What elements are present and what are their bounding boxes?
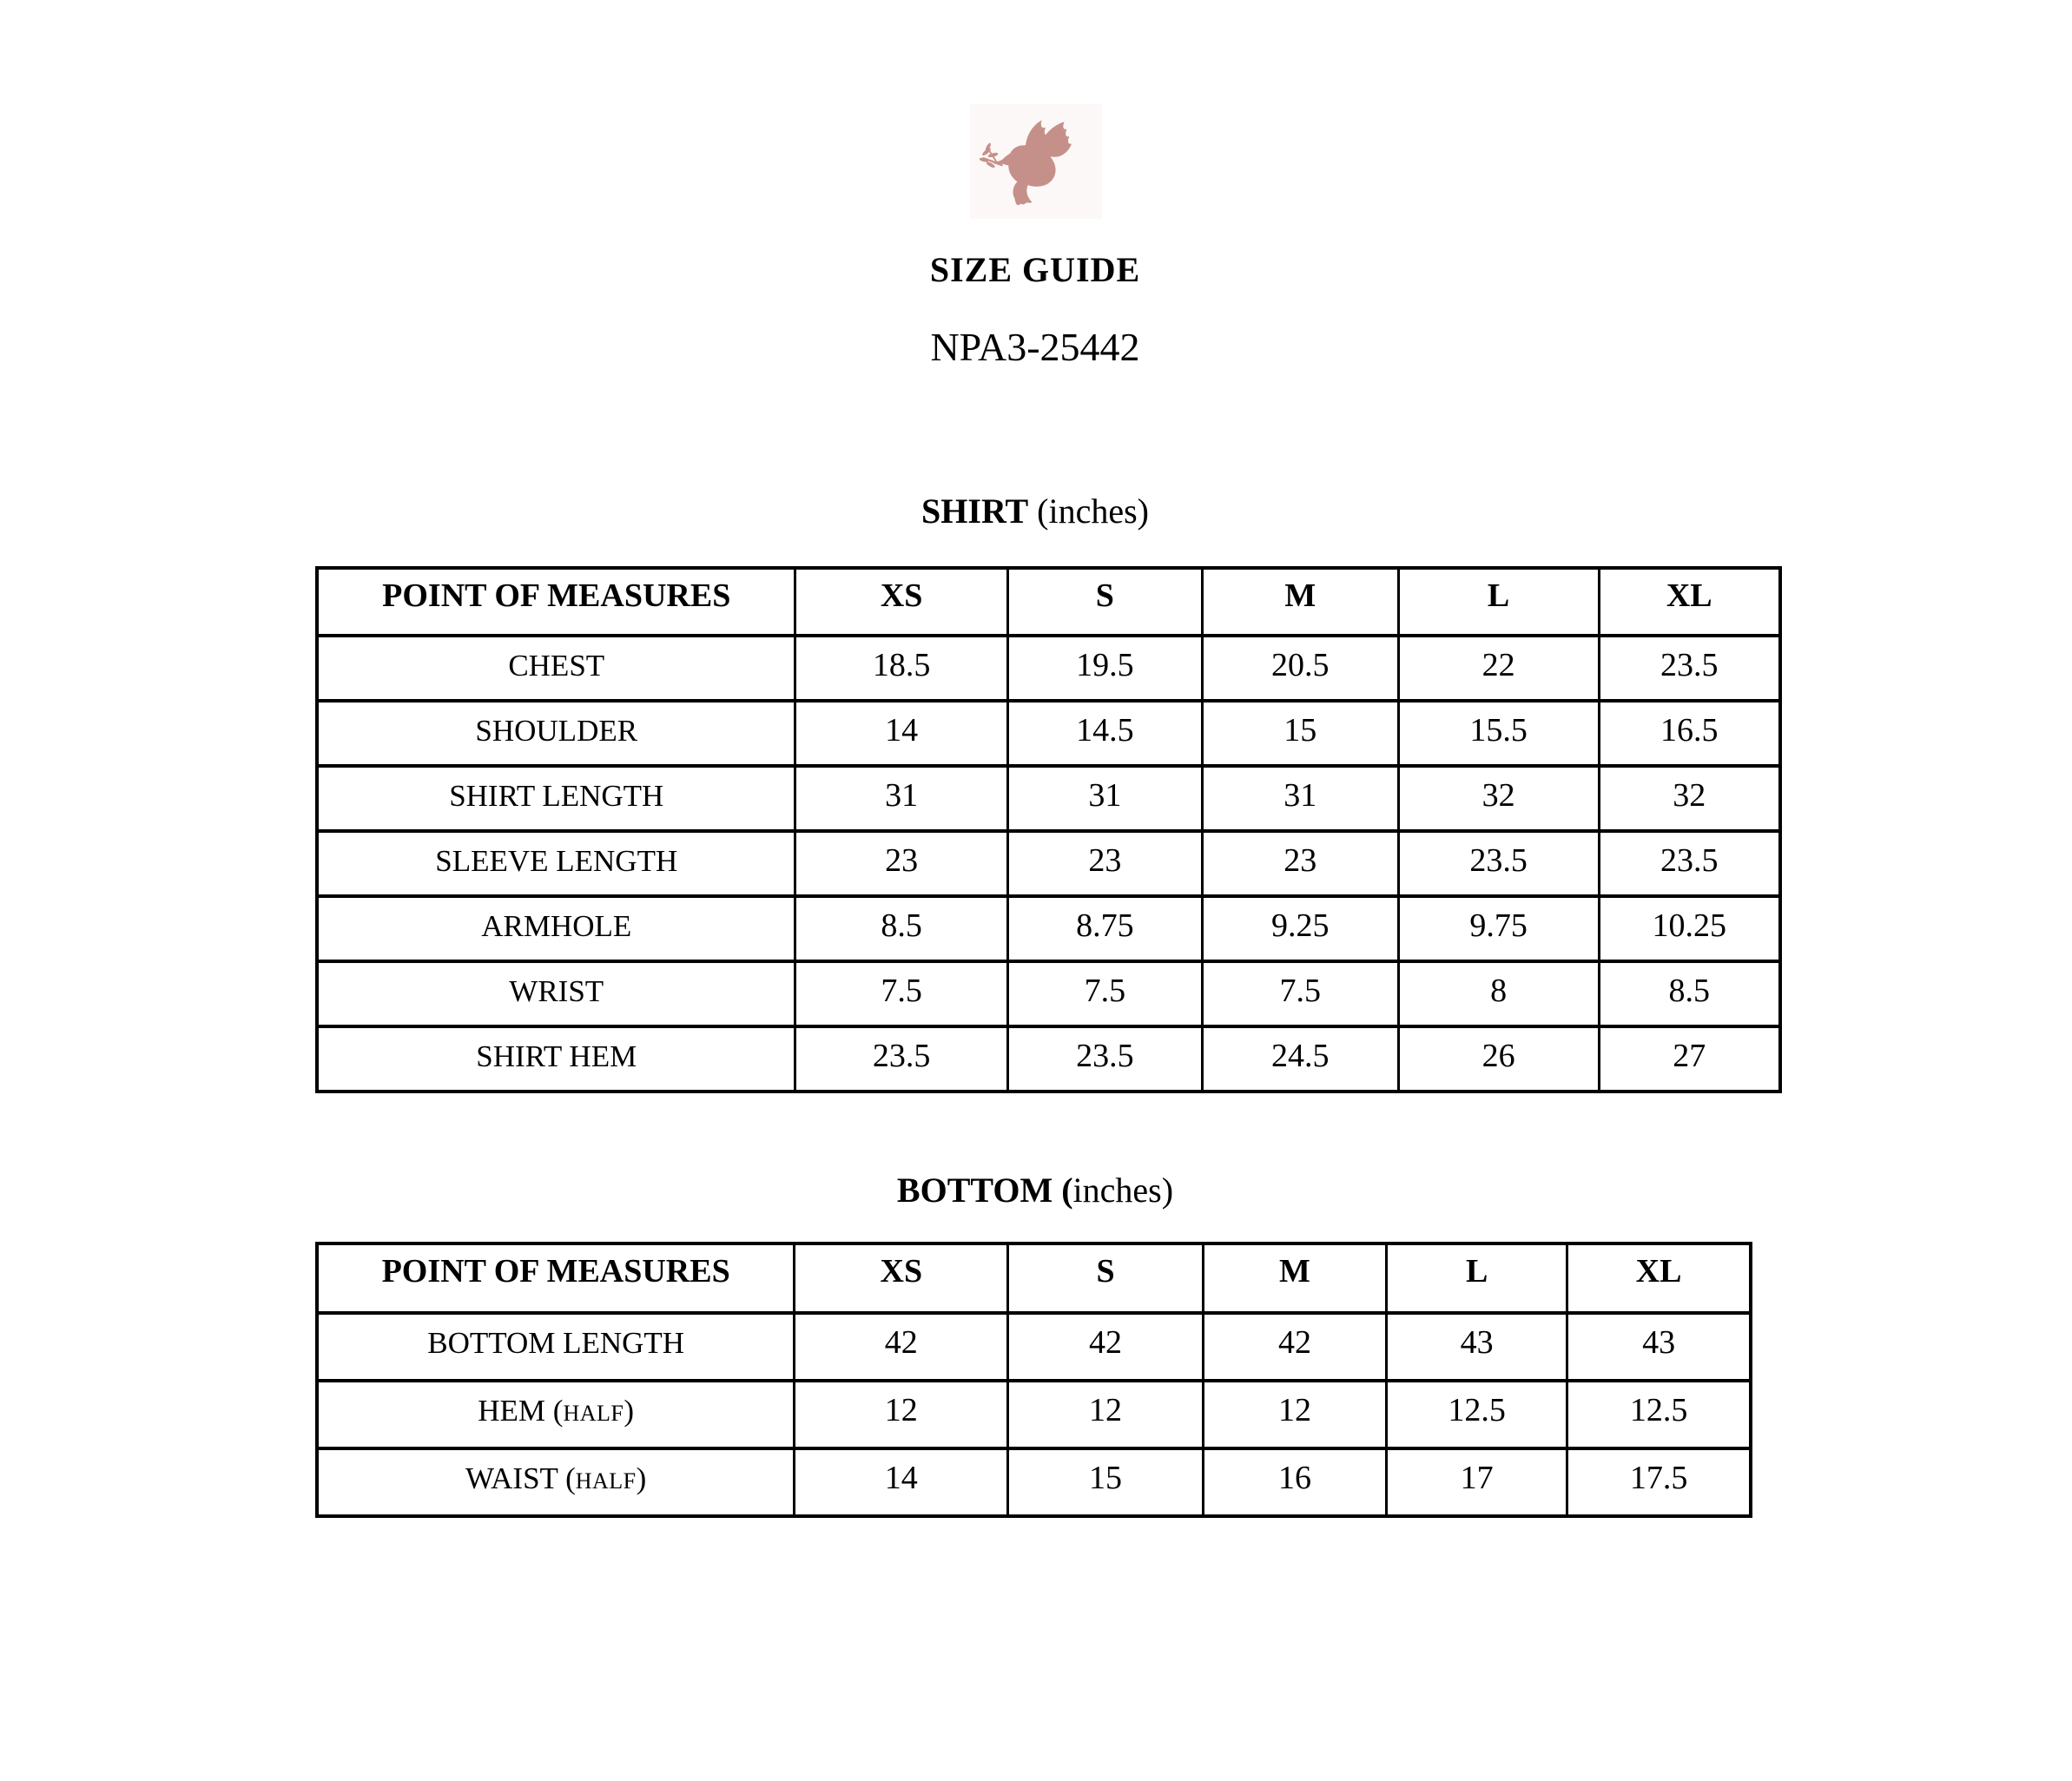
shirt-section-title-unit: (inches) <box>1028 491 1149 531</box>
measure-value-cell: 27 <box>1599 1026 1780 1092</box>
measure-label-cell: SHIRT HEM <box>317 1026 795 1092</box>
column-header: L <box>1387 1243 1567 1313</box>
product-code: NPA3-25442 <box>930 325 1140 369</box>
measure-value-cell: 23.5 <box>1599 636 1780 701</box>
measure-value-cell: 16 <box>1203 1448 1386 1516</box>
column-header: POINT OF MEASURES <box>317 568 795 636</box>
table-row <box>317 701 1780 766</box>
measure-label-smallcaps: HALF <box>575 1468 637 1494</box>
measure-value-cell: 7.5 <box>1007 961 1202 1026</box>
measure-value-cell: 43 <box>1567 1313 1751 1381</box>
measure-value-cell: 12.5 <box>1387 1381 1567 1448</box>
measure-value-cell: 23 <box>1007 831 1202 896</box>
measure-value-cell: 17.5 <box>1567 1448 1751 1516</box>
column-header: XL <box>1567 1243 1751 1313</box>
column-header: L <box>1398 568 1599 636</box>
measure-label-smallcaps: HALF <box>563 1401 624 1426</box>
measure-label-cell: SLEEVE LENGTH <box>317 831 795 896</box>
measure-value-cell: 16.5 <box>1599 701 1780 766</box>
measure-value-cell: 31 <box>795 766 1007 831</box>
measure-value-cell: 23.5 <box>1599 831 1780 896</box>
measure-value-cell: 31 <box>1007 766 1202 831</box>
measure-value-cell: 23.5 <box>795 1026 1007 1092</box>
measure-value-cell: 10.25 <box>1599 896 1780 961</box>
measure-value-cell: 18.5 <box>795 636 1007 701</box>
measure-value-cell: 12 <box>1008 1381 1204 1448</box>
brand-logo <box>970 104 1102 219</box>
table-header-row <box>317 568 1780 636</box>
measure-value-cell: 19.5 <box>1007 636 1202 701</box>
table-row <box>317 961 1780 1026</box>
bottom-size-table <box>315 1242 1752 1518</box>
table-row <box>317 1448 1751 1516</box>
measure-value-cell: 14.5 <box>1007 701 1202 766</box>
column-header: S <box>1007 568 1202 636</box>
measure-value-cell: 17 <box>1387 1448 1567 1516</box>
measure-value-cell: 7.5 <box>1202 961 1398 1026</box>
measure-value-cell: 23 <box>1202 831 1398 896</box>
measure-value-cell: 32 <box>1398 766 1599 831</box>
column-header: M <box>1202 568 1398 636</box>
table-row <box>317 636 1780 701</box>
measure-value-cell: 31 <box>1202 766 1398 831</box>
measure-label-cell: SHIRT LENGTH <box>317 766 795 831</box>
bottom-section-title-bold: BOTTOM ( <box>896 1171 1073 1210</box>
column-header: XS <box>795 1243 1008 1313</box>
measure-value-cell: 9.25 <box>1202 896 1398 961</box>
table-row <box>317 1026 1780 1092</box>
table-row <box>317 896 1780 961</box>
measure-value-cell: 12 <box>795 1381 1008 1448</box>
measure-value-cell: 8.5 <box>795 896 1007 961</box>
measure-value-cell: 24.5 <box>1202 1026 1398 1092</box>
measure-value-cell: 23.5 <box>1398 831 1599 896</box>
measure-value-cell: 26 <box>1398 1026 1599 1092</box>
measure-value-cell: 23 <box>795 831 1007 896</box>
measure-label-cell: BOTTOM LENGTH <box>317 1313 795 1381</box>
measure-label-cell: CHEST <box>317 636 795 701</box>
measure-value-cell: 9.75 <box>1398 896 1599 961</box>
measure-value-cell: 22 <box>1398 636 1599 701</box>
measure-value-cell: 8 <box>1398 961 1599 1026</box>
measure-value-cell: 42 <box>795 1313 1008 1381</box>
measure-value-cell: 15 <box>1202 701 1398 766</box>
table-row <box>317 1313 1751 1381</box>
column-header: M <box>1203 1243 1386 1313</box>
measure-value-cell: 23.5 <box>1007 1026 1202 1092</box>
measure-value-cell: 8.5 <box>1599 961 1780 1026</box>
table-row <box>317 766 1780 831</box>
dove-with-olive-branch-icon <box>975 109 1097 214</box>
shirt-section-title <box>921 491 1149 531</box>
page-title: SIZE GUIDE <box>929 250 1141 289</box>
measure-value-cell: 12 <box>1203 1381 1386 1448</box>
column-header: XS <box>795 568 1007 636</box>
column-header: XL <box>1599 568 1780 636</box>
measure-value-cell: 12.5 <box>1567 1381 1751 1448</box>
measure-value-cell: 15 <box>1008 1448 1204 1516</box>
measure-value-cell: 15.5 <box>1398 701 1599 766</box>
column-header: S <box>1008 1243 1204 1313</box>
table-header-row <box>317 1243 1751 1313</box>
measure-value-cell: 14 <box>795 1448 1008 1516</box>
measure-value-cell: 14 <box>795 701 1007 766</box>
table-row <box>317 831 1780 896</box>
measure-value-cell: 43 <box>1387 1313 1567 1381</box>
measure-value-cell: 8.75 <box>1007 896 1202 961</box>
column-header: POINT OF MEASURES <box>317 1243 795 1313</box>
shirt-size-table <box>315 566 1782 1093</box>
measure-label-cell: HEM (HALF) <box>317 1381 795 1448</box>
measure-value-cell: 32 <box>1599 766 1780 831</box>
shirt-section-title-bold: SHIRT <box>921 491 1029 531</box>
bottom-section-title <box>897 1171 1173 1210</box>
measure-value-cell: 7.5 <box>795 961 1007 1026</box>
measure-label-cell: SHOULDER <box>317 701 795 766</box>
table-row <box>317 1381 1751 1448</box>
measure-label-cell: ARMHOLE <box>317 896 795 961</box>
bottom-section-title-unit: inches) <box>1072 1171 1174 1210</box>
measure-value-cell: 42 <box>1203 1313 1386 1381</box>
measure-value-cell: 42 <box>1008 1313 1204 1381</box>
measure-label-cell: WAIST (HALF) <box>317 1448 795 1516</box>
measure-label-cell: WRIST <box>317 961 795 1026</box>
measure-value-cell: 20.5 <box>1202 636 1398 701</box>
